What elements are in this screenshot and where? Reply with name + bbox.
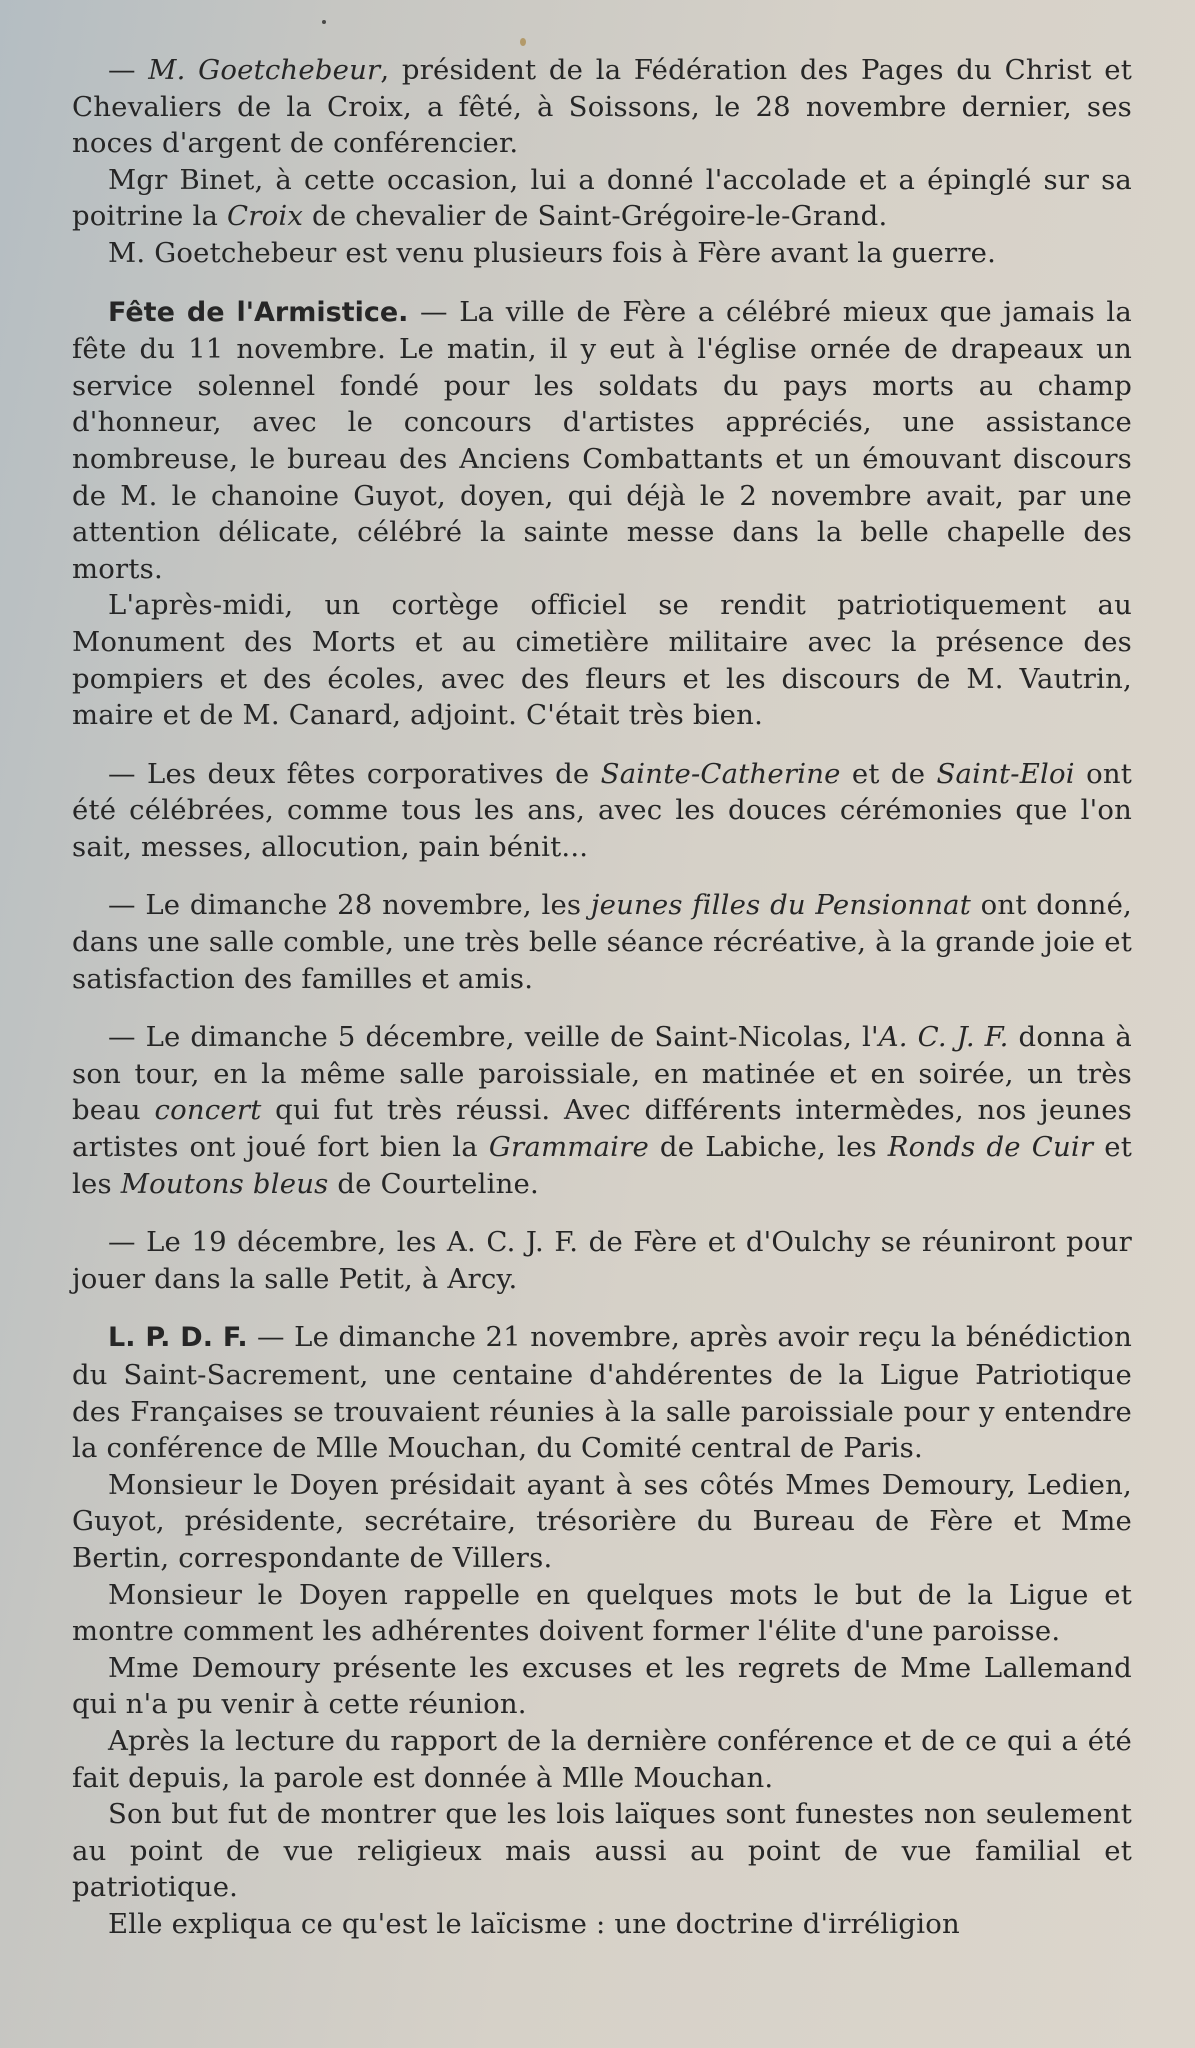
text-run: — Le dimanche 5 décembre, veille de Saint-Nicolas, l' — [108, 1021, 879, 1054]
italic-text: concert — [154, 1094, 262, 1127]
text-run: L'après-midi, un cortège officiel se rendit patriotiquement au Monument des Morts et au cimetière militaire avec la présence des pompiers et des écoles, avec des fleurs et les discours de M. Vautrin, maire et de M. Canard, adjoint. C'était très bien. — [72, 589, 1132, 732]
section-lead: L. P. D. F. — [108, 1322, 248, 1354]
italic-text: Grammaire — [488, 1131, 649, 1164]
paragraph — [72, 1467, 1132, 1577]
text-run: Elle expliqua ce qu'est le laïcisme : une doctrine d'irréligion — [108, 1907, 960, 1940]
italic-text: Saint-Eloi — [936, 757, 1075, 790]
text-run: de chevalier de Saint-Grégoire-le-Grand. — [303, 200, 888, 233]
text-run: et les — [72, 1131, 1132, 1200]
text-run: qui fut très réussi. Avec différents intermèdes, nos jeunes artistes ont joué fort bien la — [72, 1094, 1132, 1164]
text-run: de Labiche, les — [648, 1131, 888, 1164]
paragraph — [72, 1319, 1132, 1466]
ink-speck — [520, 38, 526, 46]
paragraph — [72, 1796, 1132, 1906]
text-run: et de — [840, 757, 937, 790]
text-run: Mme Demoury présente les excuses et les regrets de Mme Lallemand qui n'a pu venir à cette réunion. — [72, 1651, 1132, 1721]
text-run: ont donné, dans une salle comble, une très belle séance récréative, à la grande joie et satisfaction des familles et amis. — [72, 889, 1133, 995]
ink-speck — [322, 20, 326, 24]
paragraph — [72, 1224, 1132, 1297]
text-run: — — [108, 54, 149, 86]
text-run: — Le dimanche 21 novembre, après avoir reçu la bénédiction du Saint-Sacrement, une centaine d'ahdérentes de la Ligue Patriotique des Françaises se trouvaient réunies à la salle paroissiale pour y entendre la conférence de Mlle Mouchan, du Comité central de Paris. — [72, 1321, 1132, 1465]
italic-text: Moutons bleus — [120, 1167, 329, 1200]
paragraph — [72, 294, 1132, 588]
paragraph — [72, 587, 1132, 733]
text-run: de Courteline. — [328, 1167, 539, 1200]
paragraph — [72, 1906, 1132, 1943]
text-run: — Le 19 décembre, les A. C. J. F. de Fère et d'Oulchy se réuniront pour jouer dans la salle Petit, à Arcy. — [72, 1226, 1132, 1295]
text-run: Monsieur le Doyen rappelle en quelques mots le but de la Ligue et montre comment les adhérentes doivent former l'élite d'une paroisse. — [72, 1578, 1132, 1648]
text-run: — Les deux fêtes corporatives de — [108, 757, 601, 790]
text-run: M. Goetchebeur est venu plusieurs fois à Fère avant la guerre. — [108, 236, 997, 269]
paragraph — [72, 1650, 1132, 1723]
italic-text: M. Goetchebeur — [148, 54, 381, 86]
italic-text: jeunes filles du Pensionnat — [590, 889, 972, 922]
italic-text: Ronds de Cuir — [887, 1131, 1094, 1164]
italic-text: A. C. J. F. — [878, 1021, 1009, 1054]
paragraph — [72, 235, 1132, 272]
italic-text: Sainte-Catherine — [600, 757, 841, 790]
paragraph — [72, 1577, 1132, 1650]
paragraph — [72, 756, 1132, 866]
article-body — [72, 52, 1132, 1943]
italic-text: Croix — [227, 200, 304, 233]
text-run: ont été célébrées, comme tous les ans, avec les douces cérémonies que l'on sait, messes, allocution, pain bénit... — [72, 757, 1132, 863]
text-run: — La ville de Fère a célébré mieux que jamais la fête du 11 novembre. Le matin, il y eut à l'église ornée de drapeaux un service solennel fondé pour les soldats du pays morts au champ d'honneur, avec le concours d'artistes appréciés, une assistance nombreuse, le bureau des Anciens Combattants et un émouvant discours de M. le chanoine Guyot, doyen, qui déjà le 2 novembre avait, par une attention délicate, célébré la sainte messe dans la belle chapelle des morts. — [72, 295, 1132, 585]
text-run: — Le dimanche 28 novembre, les — [108, 889, 591, 922]
text-run: Après la lecture du rapport de la dernière conférence et de ce qui a été fait depuis, la parole est donnée à Mlle Mouchan. — [72, 1724, 1132, 1794]
paragraph — [72, 52, 1132, 162]
text-run: Monsieur le Doyen présidait ayant à ses côtés Mmes Demoury, Ledien, Guyot, présidente, secrétaire, trésorière du Bureau de Fère et Mme Bertin, correspondante de Villers. — [72, 1468, 1132, 1574]
section-lead: Fête de l'Armistice. — [108, 296, 409, 328]
paragraph — [72, 887, 1132, 997]
paragraph — [72, 1019, 1132, 1202]
paragraph — [72, 1723, 1132, 1796]
paragraph — [72, 162, 1132, 235]
text-run: , président de la Fédération des Pages du Christ et Chevaliers de la Croix, a fêté, à Soissons, le 28 novembre dernier, ses noces d'argent de conférencier. — [72, 54, 1132, 160]
text-run: Son but fut de montrer que les lois laïques sont funestes non seulement au point de vue religieux mais aussi au point de vue familial et patriotique. — [72, 1798, 1132, 1904]
text-run: donna à son tour, en la même salle paroissiale, en matinée et en soirée, un très beau — [72, 1021, 1132, 1127]
text-run: Mgr Binet, à cette occasion, lui a donné l'accolade et a épinglé sur sa poitrine la — [72, 163, 1132, 233]
